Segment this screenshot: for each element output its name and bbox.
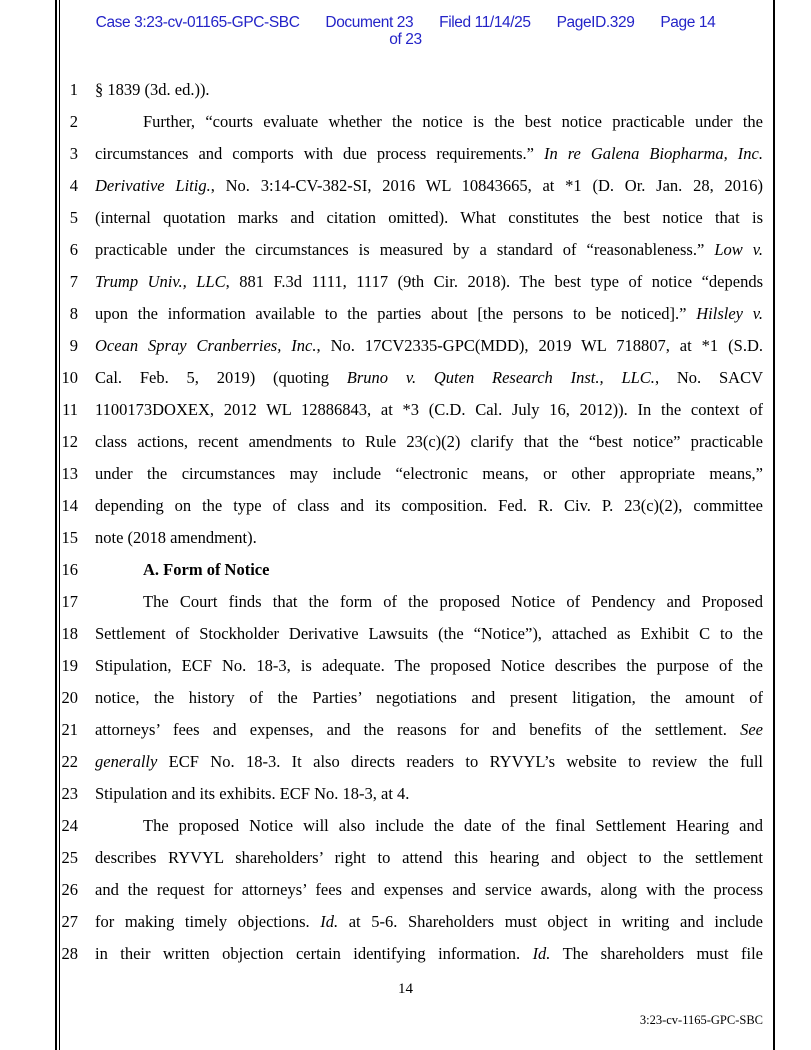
line-number: 13	[61, 464, 78, 483]
text-segment: The proposed Notice will also include the date of the final Settlement Hearing and	[143, 816, 763, 835]
line-number: 11	[62, 400, 78, 419]
header-document: Document 23	[325, 14, 414, 31]
line-number: 14	[61, 496, 78, 515]
text-segment: ECF No. 18-3. It also directs readers to RYVYL’s website to review the full	[157, 752, 763, 771]
line-number: 26	[61, 880, 78, 899]
citation-italic: Id.	[320, 912, 339, 931]
line-number: 7	[69, 272, 78, 291]
text-segment: class actions, recent amendments to Rule 23(c)(2) clarify that the “best notice” practicable	[95, 432, 763, 451]
text-line	[95, 494, 763, 518]
header-pageid: PageID.329	[556, 14, 635, 31]
citation-italic: Bruno v. Quten Research Inst., LLC.	[346, 368, 655, 387]
line-number: 9	[69, 336, 78, 355]
header-case: Case 3:23-cv-01165-GPC-SBC	[95, 14, 300, 31]
text-line	[95, 526, 763, 550]
text-segment: A. Form of Notice	[143, 560, 270, 579]
text-segment: , No. 3:14-CV-382-SI, 2016 WL 10843665, at *1 (D. Or. Jan. 28, 2016)	[210, 176, 763, 195]
text-segment: Stipulation and its exhibits. ECF No. 18-3, at 4.	[95, 784, 410, 803]
text-line	[95, 590, 763, 614]
text-segment: Stipulation, ECF No. 18-3, is adequate. The proposed Notice describes the purpose of the	[95, 656, 763, 675]
text-line	[95, 174, 763, 198]
text-segment: describes RYVYL shareholders’ right to attend this hearing and object to the settlement	[95, 848, 763, 867]
text-segment: The shareholders must file	[550, 944, 763, 963]
text-segment: circumstances and comports with due process requirements.”	[95, 144, 544, 163]
text-line	[95, 142, 763, 166]
text-segment: at 5-6. Shareholders must object in writing and include	[338, 912, 763, 931]
citation-italic: generally	[95, 752, 158, 771]
header-filed: Filed 11/14/25	[439, 14, 531, 31]
text-line	[95, 782, 763, 806]
text-line	[95, 654, 763, 678]
citation-italic: Trump Univ., LLC	[95, 272, 226, 291]
citation-italic: Low v.	[714, 240, 763, 259]
text-segment: Further, “courts evaluate whether the notice is the best notice practicable under the	[143, 112, 763, 131]
ecf-header	[0, 14, 811, 48]
line-number: 15	[61, 528, 78, 547]
page-number: 14	[398, 981, 413, 997]
line-number: 2	[69, 112, 78, 131]
text-line	[95, 750, 763, 774]
text-segment: practicable under the circumstances is measured by a standard of “reasonableness.”	[95, 240, 715, 259]
text-segment: notice, the history of the Parties’ negotiations and present litigation, the amount of	[95, 688, 763, 707]
text-segment: Cal. Feb. 5, 2019) (quoting	[95, 368, 347, 387]
text-segment: (internal quotation marks and citation omitted). What constitutes the best notice that is	[95, 208, 763, 227]
text-segment: depending on the type of class and its composition. Fed. R. Civ. P. 23(c)(2), committee	[95, 496, 763, 515]
line-number: 24	[61, 816, 78, 835]
text-line	[95, 398, 763, 422]
header-page-of: of 23	[389, 31, 422, 48]
text-line	[95, 846, 763, 870]
text-line	[95, 430, 763, 454]
text-line	[95, 110, 763, 134]
text-segment: § 1839 (3d. ed.)).	[95, 80, 210, 99]
citation-italic: Derivative Litig.	[95, 176, 211, 195]
line-number: 3	[69, 144, 78, 163]
citation-italic: Ocean Spray Cranberries, Inc.	[95, 336, 317, 355]
citation-italic: Id.	[532, 944, 551, 963]
line-number: 8	[69, 304, 78, 323]
header-page: Page 14	[660, 14, 716, 31]
text-segment: note (2018 amendment).	[95, 528, 257, 547]
line-number: 22	[61, 752, 78, 771]
line-number: 21	[61, 720, 78, 739]
line-number: 6	[69, 240, 78, 259]
line-number: 1	[69, 80, 78, 99]
text-segment: for making timely objections.	[95, 912, 321, 931]
right-margin-rule	[773, 0, 775, 1050]
text-segment: in their written objection certain identifying information.	[95, 944, 533, 963]
line-number: 18	[61, 624, 78, 643]
line-number: 20	[61, 688, 78, 707]
line-number: 16	[61, 560, 78, 579]
text-line	[95, 78, 763, 102]
text-segment: attorneys’ fees and expenses, and the reasons for and benefits of the settlement.	[95, 720, 741, 739]
line-number: 17	[61, 592, 78, 611]
text-segment: The Court finds that the form of the proposed Notice of Pendency and Proposed	[143, 592, 763, 611]
section-heading	[95, 558, 763, 582]
line-number: 5	[69, 208, 78, 227]
text-line	[95, 270, 763, 294]
text-segment: , No. SACV	[654, 368, 763, 387]
line-number: 28	[61, 944, 78, 963]
text-line	[95, 878, 763, 902]
text-segment: and the request for attorneys’ fees and expenses and service awards, along with the process	[95, 880, 763, 899]
citation-italic: Hilsley v.	[696, 304, 763, 323]
text-segment: , 881 F.3d 1111, 1117 (9th Cir. 2018). The best type of notice “depends	[225, 272, 763, 291]
text-line	[95, 622, 763, 646]
line-number: 27	[61, 912, 78, 931]
text-line	[95, 942, 763, 966]
text-line	[95, 686, 763, 710]
line-number: 25	[61, 848, 78, 867]
text-segment: upon the information available to the parties about [the persons to be noticed].”	[95, 304, 697, 323]
text-segment: Settlement of Stockholder Derivative Lawsuits (the “Notice”), attached as Exhibit C to the	[95, 624, 763, 643]
citation-italic: In re Galena Biopharma, Inc.	[543, 144, 763, 163]
text-line	[95, 206, 763, 230]
footer-case-number: 3:23-cv-1165-GPC-SBC	[639, 1013, 763, 1027]
line-number: 19	[61, 656, 78, 675]
line-number: 4	[69, 176, 78, 195]
text-line	[95, 366, 763, 390]
text-line	[95, 334, 763, 358]
text-segment: under the circumstances may include “electronic means, or other appropriate means,”	[95, 464, 763, 483]
line-number: 10	[61, 368, 78, 387]
line-number: 12	[61, 432, 78, 451]
text-line	[95, 238, 763, 262]
text-line	[95, 910, 763, 934]
line-number: 23	[61, 784, 78, 803]
text-line	[95, 718, 763, 742]
text-segment: 1100173DOXEX, 2012 WL 12886843, at *3 (C.D. Cal. July 16, 2012)). In the context of	[95, 400, 763, 419]
citation-italic: See	[740, 720, 763, 739]
text-line	[95, 462, 763, 486]
text-line	[95, 302, 763, 326]
text-segment: , No. 17CV2335-GPC(MDD), 2019 WL 718807, at *1 (S.D.	[316, 336, 763, 355]
text-line	[95, 814, 763, 838]
